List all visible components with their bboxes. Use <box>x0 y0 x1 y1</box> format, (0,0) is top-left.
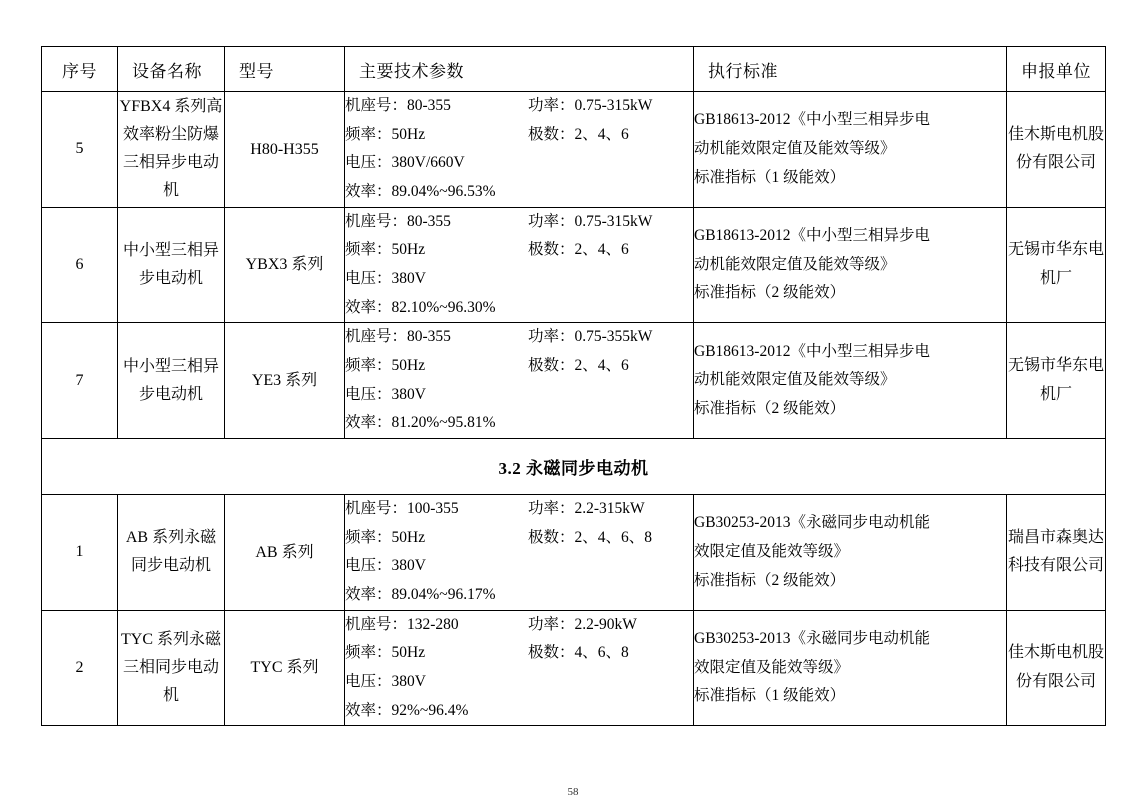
label-poles: 极数： <box>528 241 575 259</box>
standard-line: GB18613-2012《中小型三相异步电 <box>694 342 930 360</box>
standard-line: 标准指标（2 级能效） <box>694 400 846 418</box>
cell-equipment-name: 中小型三相异步电动机 <box>118 323 225 439</box>
standard-line: 标准指标（1 级能效） <box>694 687 846 705</box>
cell-equipment-name: YFBX4 系列高效率粉尘防爆三相异步电动机 <box>118 92 225 208</box>
cell-declaring-unit: 佳木斯电机股份有限公司 <box>1007 92 1106 208</box>
cell-parameters <box>345 610 694 726</box>
value-freq: 50Hz <box>391 241 426 259</box>
label-efficiency: 效率： <box>345 414 392 432</box>
cell-standard <box>694 495 1007 611</box>
standard-line: 效限定值及能效等级》 <box>694 543 850 561</box>
label-efficiency: 效率： <box>345 586 392 604</box>
cell-equipment-name: 中小型三相异步电动机 <box>118 207 225 323</box>
value-freq: 50Hz <box>391 125 426 143</box>
cell-model: TYC 系列 <box>225 610 345 726</box>
label-efficiency: 效率： <box>345 183 392 201</box>
header-standard: 执行标准 <box>694 47 1007 92</box>
value-power: 0.75-355kW <box>574 328 653 346</box>
cell-parameters <box>345 495 694 611</box>
standard-line: 动机能效限定值及能效等级》 <box>694 140 896 157</box>
label-voltage: 电压： <box>345 557 392 575</box>
cell-seq: 2 <box>42 610 118 726</box>
value-efficiency: 81.20%~95.81% <box>391 414 496 432</box>
equipment-spec-table <box>41 46 1106 726</box>
value-efficiency: 92%~96.4% <box>391 701 469 719</box>
value-power: 0.75-315kW <box>574 97 653 114</box>
value-frame: 80-355 <box>407 97 451 114</box>
section-header-row <box>42 439 1106 495</box>
value-frame: 80-355 <box>407 212 451 230</box>
label-frame: 机座号： <box>345 212 408 230</box>
standard-line: 标准指标（1 级能效） <box>694 168 846 186</box>
label-frame: 机座号： <box>345 615 408 633</box>
label-power: 功率： <box>528 500 575 518</box>
value-poles: 4、6、8 <box>574 644 629 662</box>
value-poles: 2、4、6、8 <box>574 528 653 546</box>
cell-standard <box>694 92 1007 208</box>
table-row <box>42 610 1106 726</box>
label-power: 功率： <box>528 615 575 633</box>
table-row <box>42 207 1106 323</box>
cell-declaring-unit: 无锡市华东电机厂 <box>1007 207 1106 323</box>
standard-line: GB30253-2013《永磁同步电动机能 <box>694 630 930 648</box>
value-voltage: 380V <box>391 673 426 691</box>
header-unit: 申报单位 <box>1007 47 1106 92</box>
label-voltage: 电压： <box>345 673 392 691</box>
table-row <box>42 92 1106 208</box>
document-page <box>41 46 1105 726</box>
cell-parameters <box>345 323 694 439</box>
label-poles: 极数： <box>528 125 575 143</box>
header-params: 主要技术参数 <box>345 47 694 92</box>
label-poles: 极数： <box>528 528 575 546</box>
standard-line: 动机能效限定值及能效等级》 <box>694 371 896 389</box>
cell-standard <box>694 610 1007 726</box>
label-freq: 频率： <box>345 528 392 546</box>
label-freq: 频率： <box>345 241 392 259</box>
header-seq: 序号 <box>42 47 118 92</box>
header-model: 型号 <box>225 47 345 92</box>
value-poles: 2、4、6 <box>574 125 629 143</box>
value-power: 2.2-315kW <box>574 500 645 518</box>
cell-equipment-name: AB 系列永磁同步电动机 <box>118 495 225 611</box>
cell-seq: 6 <box>42 207 118 323</box>
label-efficiency: 效率： <box>345 701 392 719</box>
value-power: 2.2-90kW <box>574 615 637 633</box>
value-efficiency: 89.04%~96.53% <box>391 183 496 201</box>
label-voltage: 电压： <box>345 154 392 172</box>
value-freq: 50Hz <box>391 644 426 662</box>
cell-parameters <box>345 207 694 323</box>
label-freq: 频率： <box>345 644 392 662</box>
label-voltage: 电压： <box>345 385 392 403</box>
value-voltage: 380V <box>391 557 426 575</box>
value-frame: 132-280 <box>407 615 459 633</box>
table-header-row <box>42 47 1106 92</box>
value-poles: 2、4、6 <box>574 241 629 259</box>
standard-line: 动机能效限定值及能效等级》 <box>694 255 896 273</box>
cell-standard <box>694 323 1007 439</box>
cell-seq: 7 <box>42 323 118 439</box>
cell-standard <box>694 207 1007 323</box>
value-freq: 50Hz <box>391 528 426 546</box>
standard-line: 标准指标（2 级能效） <box>694 571 846 589</box>
label-power: 功率： <box>528 328 575 346</box>
cell-model: H80-H355 <box>225 92 345 208</box>
header-name: 设备名称 <box>118 47 225 92</box>
cell-model: AB 系列 <box>225 495 345 611</box>
label-power: 功率： <box>528 97 575 114</box>
cell-declaring-unit: 无锡市华东电机厂 <box>1007 323 1106 439</box>
value-freq: 50Hz <box>391 357 426 375</box>
table-row <box>42 495 1106 611</box>
standard-line: GB18613-2012《中小型三相异步电 <box>694 111 930 129</box>
cell-declaring-unit: 佳木斯电机股份有限公司 <box>1007 610 1106 726</box>
value-frame: 100-355 <box>407 500 459 518</box>
cell-model: YBX3 系列 <box>225 207 345 323</box>
label-poles: 极数： <box>528 644 575 662</box>
value-efficiency: 82.10%~96.30% <box>391 298 496 316</box>
standard-line: 效限定值及能效等级》 <box>694 658 850 676</box>
cell-declaring-unit: 瑞昌市森奥达科技有限公司 <box>1007 495 1106 611</box>
label-poles: 极数： <box>528 357 575 375</box>
standard-line: GB30253-2013《永磁同步电动机能 <box>694 514 930 532</box>
label-frame: 机座号： <box>345 500 408 518</box>
label-frame: 机座号： <box>345 328 408 346</box>
standard-line: GB18613-2012《中小型三相异步电 <box>694 227 930 245</box>
value-poles: 2、4、6 <box>574 357 629 375</box>
label-frame: 机座号： <box>345 97 408 114</box>
label-freq: 频率： <box>345 125 392 143</box>
value-frame: 80-355 <box>407 328 451 346</box>
value-power: 0.75-315kW <box>574 212 653 230</box>
value-efficiency: 89.04%~96.17% <box>391 586 496 604</box>
value-voltage: 380V <box>391 385 426 403</box>
cell-parameters <box>345 92 694 208</box>
page-number: 58 <box>567 786 579 798</box>
label-freq: 频率： <box>345 357 392 375</box>
standard-line: 标准指标（2 级能效） <box>694 284 846 302</box>
label-power: 功率： <box>528 212 575 230</box>
cell-equipment-name: TYC 系列永磁三相同步电动机 <box>118 610 225 726</box>
value-voltage: 380V <box>391 270 426 288</box>
label-efficiency: 效率： <box>345 298 392 316</box>
label-voltage: 电压： <box>345 270 392 288</box>
section-title: 3.2 永磁同步电动机 <box>42 439 1106 495</box>
cell-seq: 5 <box>42 92 118 208</box>
value-voltage: 380V/660V <box>391 154 465 172</box>
cell-seq: 1 <box>42 495 118 611</box>
table-row <box>42 323 1106 439</box>
cell-model: YE3 系列 <box>225 323 345 439</box>
